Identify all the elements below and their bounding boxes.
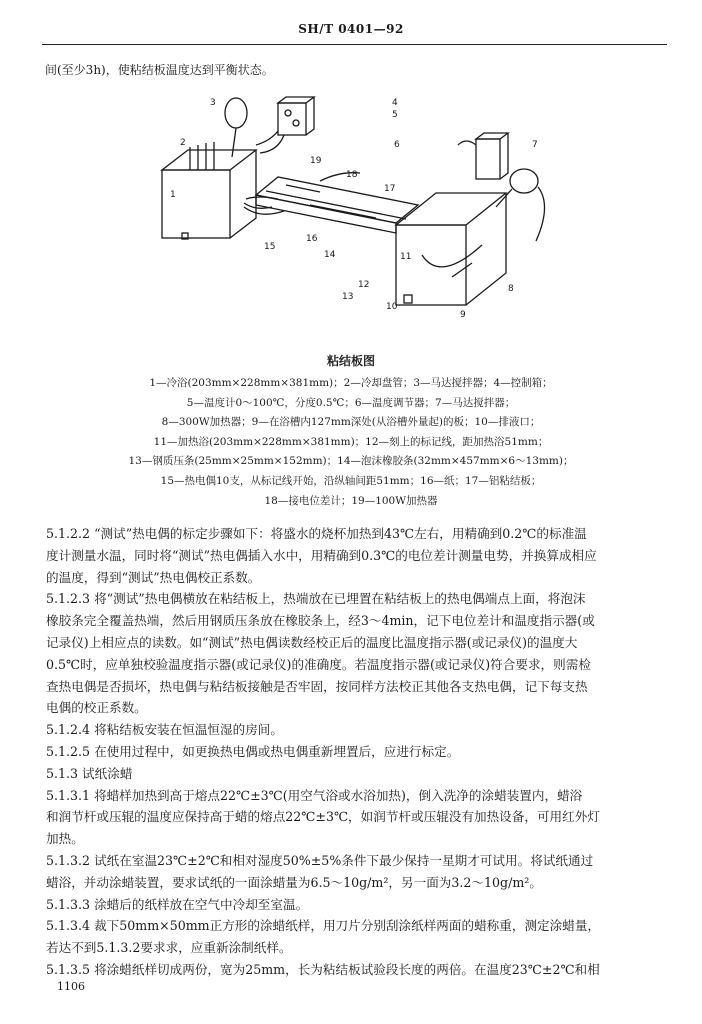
text-line: 蜡浴，并动涂蜡装置，要求试纸的一面涂蜡量为6.5～10g/m²，另一面为3.2～10g/m²。 [46,874,542,890]
text-line: 橡胶条完全覆盖热端，然后用钢质压条放在橡胶条上，经3～4min，记下电位差计和温度指示器(或 [46,613,595,629]
callout-7: 7 [532,140,538,150]
text-line: 5.1.2.4 将粘结板安装在恒温恒湿的房间。 [46,722,283,738]
callout-11: 11 [400,252,412,262]
callout-19: 19 [310,156,322,166]
callout-6: 6 [394,140,400,150]
legend-line: 15—热电偶10支，从标记线开始，沿纵轴间距51mm；16—纸；17—铝粘结板； [160,474,542,487]
text-line: 5.1.3.2 试纸在室温23℃±2℃和相对湿度50%±5%条件下最少保持一星期才可试用。将试纸通过 [46,852,594,868]
text-line: 记录仪)上相应点的读数。如“测试”热电偶读数经校正后的温度比温度指示器(或记录仪)的温度大 [46,634,578,650]
legend-line: 18—接电位差计；19—100W加热器 [264,494,438,507]
callout-14: 14 [324,250,336,260]
callout-9: 9 [460,310,466,320]
text-line: 5.1.3.1 将蜡样加热到高于熔点22℃±3℃(用空气浴或水浴加热)，倒入洗净的涂蜡装置内，蜡浴 [46,787,583,803]
section-heading: 5.1.3 试纸涂蜡 [46,765,133,781]
text-line: 5.1.3.5 将涂蜡纸样切成两份，宽为25mm，长为粘结板试验段长度的两倍。在温度23℃±2℃和相 [46,961,600,977]
callout-4: 4 [392,98,398,108]
callout-1: 1 [170,190,176,200]
legend-line: 1—冷浴(203mm×228mm×381mm)；2—冷却盘管；3—马达搅拌器；4—控制箱； [149,377,553,389]
page-number: 1106 [57,980,85,993]
callout-5: 5 [392,110,398,120]
callout-10: 10 [386,302,398,312]
text-line: 5.1.3.3 涂蜡后的纸样放在空气中冷却至室温。 [46,896,309,912]
text-line: 加热。 [46,831,84,847]
callout-12: 12 [358,280,370,290]
callout-16: 16 [306,234,318,244]
callout-17: 17 [384,184,396,194]
text-line: 电偶的校正系数。 [46,700,147,716]
text-line: 5.1.2.2 “测试”热电偶的标定步骤如下：将盛水的烧杯加热到43℃左右，用精确到0.2℃的标准温 [46,526,587,541]
body-text [46,523,660,981]
callout-3: 3 [210,98,216,108]
text-line: 5.1.2.3 将“测试”热电偶横放在粘结板上，热端放在已埋置在粘结板上的热电偶端点上面，将泡沫 [46,591,586,607]
text-line: 若达不到5.1.3.2要求求，应重新涂制纸样。 [46,940,292,956]
text-line: 0.5℃时，应单独校验温度指示器(或记录仪)的准确度。若温度指示器(或记录仪)符合要求，则需检 [46,656,591,672]
legend-line: 11—加热浴(203mm×228mm×381mm)；12—刻上的标记线，距加热浴51mm； [153,435,549,448]
figure-legend [60,374,642,511]
callout-18: 18 [346,170,358,180]
apparatus-figure [160,95,560,325]
text-line: 和润节杆或压辊的温度应保持高于蜡的熔点22℃±3℃，如润节杆或压辊没有加热设备，可用红外灯 [46,809,600,825]
continuation-text: 间(至少3h)，使粘结板温度达到平衡状态。 [45,63,274,77]
text-line: 5.1.3.4 裁下50mm×50mm正方形的涂蜡纸样，用刀片分别刮涂纸样两面的蜡称重，测定涂蜡量， [46,918,601,934]
text-line: 的温度，得到“测试”热电偶校正系数。 [46,569,261,585]
callout-8: 8 [508,284,514,294]
legend-line: 5—温度计0～100℃，分度0.5℃；6—温度调节器；7—马达搅拌器； [186,396,516,409]
legend-line: 8—300W加热器；9—在浴槽内127mm深处(从浴槽外量起)的板；10—排液口； [161,416,541,429]
legend-line: 13—钢质压条(25mm×25mm×152mm)；14—泡沫橡胶条(32mm×457mm×6～13mm)； [128,455,574,468]
header-rule [42,44,667,45]
page-header: SH/T 0401—92 [298,22,404,36]
text-line: 度计测量水温，同时将“测试”热电偶插入水中，用精确到0.3℃的电位差计测量电势，并换算成相应 [46,547,597,563]
callout-15: 15 [264,242,276,252]
text-line: 5.1.2.5 在使用过程中，如更换热电偶或热电偶重新埋置后，应进行标定。 [46,743,460,759]
figure-title: 粘结板图 [326,354,375,368]
callout-13: 13 [342,292,354,302]
callout-2: 2 [180,138,186,148]
text-line: 查热电偶是否损坏，热电偶与粘结板接触是否牢固，按同样方法校正其他各支热电偶，记下每支热 [46,678,588,694]
